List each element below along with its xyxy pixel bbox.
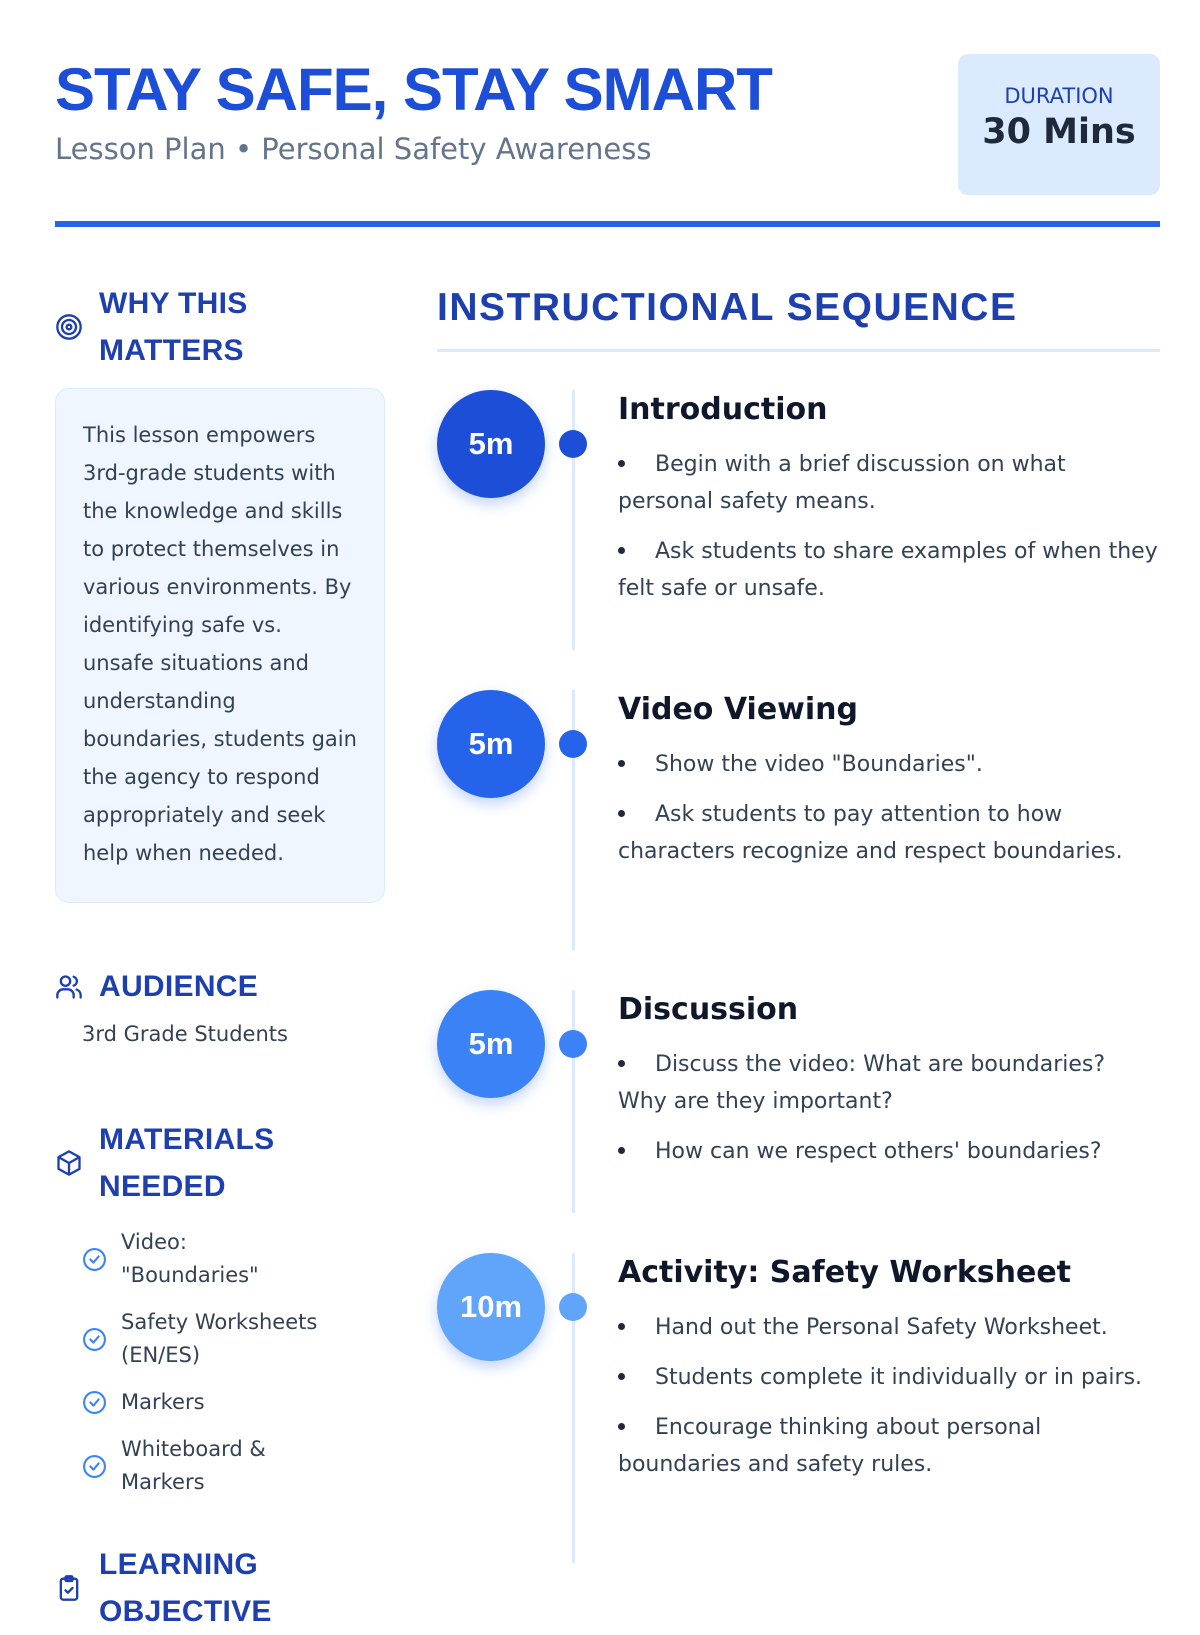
step-title: Discussion bbox=[618, 992, 799, 1027]
duration-badge: 5m bbox=[437, 690, 545, 798]
step-bullets bbox=[618, 746, 1160, 870]
materials-heading bbox=[55, 1116, 387, 1210]
material-label: Markers bbox=[121, 1390, 205, 1414]
timeline-rail bbox=[572, 390, 575, 650]
audience-heading-text: AUDIENCE bbox=[99, 970, 259, 1003]
duration-label: DURATION bbox=[1004, 84, 1114, 108]
step-bullets bbox=[618, 1309, 1160, 1483]
check-circle-icon bbox=[82, 1390, 107, 1415]
timeline-dot bbox=[559, 430, 587, 458]
check-circle-icon bbox=[82, 1454, 107, 1479]
step-content bbox=[618, 1253, 1160, 1573]
bullet-text: Ask students to pay attention to how characters recognize and respect boundaries. bbox=[618, 802, 1123, 864]
duration-badge: 5m bbox=[437, 390, 545, 498]
list-item bbox=[618, 1309, 1160, 1346]
timeline-rail bbox=[572, 690, 575, 950]
sequence-title: INSTRUCTIONAL SEQUENCE bbox=[437, 286, 1018, 329]
list-item bbox=[618, 796, 1160, 870]
list-item bbox=[618, 746, 1160, 783]
why-section-heading bbox=[55, 280, 387, 374]
package-icon bbox=[55, 1149, 83, 1177]
bullet-text: Encourage thinking about personal boundaries and safety rules. bbox=[618, 1415, 1042, 1477]
instructional-sequence bbox=[437, 280, 1160, 1573]
material-label: Whiteboard & Markers bbox=[121, 1437, 266, 1494]
sequence-divider bbox=[437, 349, 1160, 352]
why-heading-text: WHY THIS MATTERS bbox=[99, 287, 248, 367]
timeline-step-introduction bbox=[437, 390, 1160, 690]
bullet-text: Hand out the Personal Safety Worksheet. bbox=[655, 1315, 1108, 1340]
timeline-step-video-viewing bbox=[437, 690, 1160, 990]
material-label: Video: "Boundaries" bbox=[121, 1230, 259, 1287]
bullet-text: Ask students to share examples of when they felt safe or unsafe. bbox=[618, 539, 1158, 601]
users-icon bbox=[55, 973, 83, 1001]
step-bullets bbox=[618, 446, 1160, 607]
sidebar bbox=[55, 280, 387, 1635]
check-circle-icon bbox=[82, 1327, 107, 1352]
bullet-text: Show the video "Boundaries". bbox=[655, 752, 983, 777]
step-content bbox=[618, 390, 1160, 690]
list-item bbox=[82, 1306, 387, 1372]
step-title: Activity: Safety Worksheet bbox=[618, 1255, 1072, 1290]
duration-card bbox=[958, 54, 1160, 195]
objective-heading-text: LEARNING OBJECTIVE bbox=[99, 1548, 272, 1628]
timeline-dot bbox=[559, 1293, 587, 1321]
list-item bbox=[82, 1226, 387, 1292]
step-title: Introduction bbox=[618, 392, 828, 427]
bullet-text: Students complete it individually or in pairs. bbox=[655, 1365, 1143, 1390]
materials-list bbox=[82, 1226, 387, 1499]
bullet-text: Discuss the video: What are boundaries? Why are they important? bbox=[618, 1052, 1106, 1114]
bullet-text: How can we respect others' boundaries? bbox=[655, 1139, 1102, 1164]
timeline-rail bbox=[572, 990, 575, 1213]
header-divider bbox=[55, 221, 1160, 227]
target-icon bbox=[55, 313, 83, 341]
timeline-step-discussion bbox=[437, 990, 1160, 1253]
list-item bbox=[82, 1386, 387, 1419]
list-item bbox=[618, 1133, 1160, 1170]
timeline-step-activity bbox=[437, 1253, 1160, 1573]
list-item bbox=[618, 1046, 1160, 1120]
duration-badge: 10m bbox=[437, 1253, 545, 1361]
clipboard-check-icon bbox=[55, 1574, 83, 1602]
lesson-subtitle: Lesson Plan • Personal Safety Awareness bbox=[55, 132, 652, 166]
materials-heading-text: MATERIALS NEEDED bbox=[99, 1123, 275, 1203]
bullet-text: Begin with a brief discussion on what personal safety means. bbox=[618, 452, 1066, 514]
audience-heading bbox=[55, 963, 387, 1010]
duration-value: 30 Mins bbox=[982, 112, 1136, 152]
lesson-title: STAY SAFE, STAY SMART bbox=[55, 56, 772, 123]
step-content bbox=[618, 990, 1160, 1253]
timeline-dot bbox=[559, 730, 587, 758]
objective-heading bbox=[55, 1541, 387, 1635]
list-item bbox=[618, 533, 1160, 607]
list-item bbox=[82, 1433, 387, 1499]
timeline-dot bbox=[559, 1030, 587, 1058]
step-content bbox=[618, 690, 1160, 990]
list-item bbox=[618, 1409, 1160, 1483]
lesson-header bbox=[55, 52, 1160, 227]
list-item bbox=[618, 446, 1160, 520]
material-label: Safety Worksheets (EN/ES) bbox=[121, 1310, 318, 1367]
why-description: This lesson empowers 3rd-grade students with the knowledge and skills to protect themselves in various environments. By identifying safe vs. unsafe situations and understanding boundaries, students gain the agency to respond appropriately and seek help when needed. bbox=[55, 388, 385, 903]
duration-badge: 5m bbox=[437, 990, 545, 1098]
timeline bbox=[437, 390, 1160, 1573]
step-bullets bbox=[618, 1046, 1160, 1170]
check-circle-icon bbox=[82, 1247, 107, 1272]
step-title: Video Viewing bbox=[618, 692, 858, 727]
audience-value: 3rd Grade Students bbox=[82, 1022, 288, 1046]
list-item bbox=[618, 1359, 1160, 1396]
